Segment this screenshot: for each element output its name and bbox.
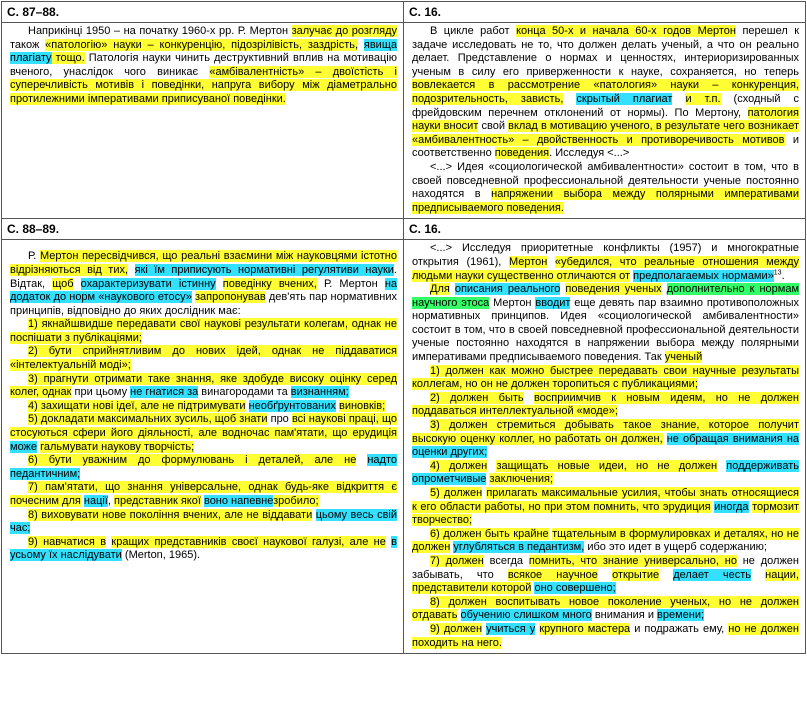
left-cell-1: [2, 23, 404, 219]
highlighted-text: 3) должен стремиться добывать такое знание, которое получит высокую оценку коллег, но работать он должен,: [412, 419, 799, 445]
right-cell-2: [404, 240, 806, 654]
text-run: ибо это идет в ущерб содержанию;: [584, 541, 767, 554]
highlighted-text: запропонував: [195, 291, 266, 304]
left-header-1-text: С. 87–88.: [7, 5, 60, 19]
text-run: [524, 392, 534, 404]
paragraph: [412, 25, 799, 161]
highlighted-text: представник якої: [114, 495, 201, 507]
text-run: Р. Мертон: [316, 277, 385, 290]
highlighted-text: які їм приписують нормативні регулятиви науки: [134, 263, 394, 276]
paragraph: [10, 536, 397, 563]
highlighted-text: не обращая внимания на оценки других;: [412, 432, 800, 459]
highlighted-text: помнить, что знание универсально, но: [528, 554, 737, 567]
paragraph: [10, 509, 397, 536]
paragraph: [412, 283, 799, 365]
highlighted-text: «амбівалентність» – двоїстість і суперечливість мотивів і поведінки, напруга вибору між діаметрально протилежними імперативами приписуваної поведінки.: [10, 65, 397, 105]
highlighted-text: 8) должен воспитывать новое поколение ученых, но не должен отдавать: [412, 595, 799, 622]
highlighted-text: заключения;: [489, 473, 554, 486]
highlighted-text: вклад в мотивацию ученого, в результате чего возникает «амбивалентность» – двойственность и противоречивость мотивов: [412, 120, 799, 146]
highlighted-text: визнанням;: [290, 386, 349, 399]
text-run: [751, 569, 765, 581]
text-run: не должен забывать, что: [412, 554, 799, 581]
right-header-2: [404, 219, 806, 240]
highlighted-text: явища плагіату: [10, 38, 397, 65]
highlighted-text: воно напевне: [203, 495, 274, 507]
highlighted-text: 4) должен: [430, 459, 488, 472]
right-cell-1-text: [404, 23, 805, 218]
text-run: .: [781, 269, 785, 282]
right-header-1-text: С. 16.: [409, 5, 442, 19]
highlighted-text: всі наукові праці, що стосуються сфери його діяльності, але водночас пам'ятати, що ерудиція: [10, 413, 397, 440]
highlighted-text: открытие: [612, 568, 660, 581]
highlighted-text: «патологію» науки – конкуренцію, підозрілівість, заздрість,: [45, 38, 359, 51]
highlighted-text: поддерживать опрометчивые: [412, 459, 800, 486]
text-run: [358, 39, 364, 51]
paragraph: [10, 345, 397, 372]
highlighted-text: дополнительно к нормам научного этоса: [412, 283, 800, 309]
highlighted-text: 1) должен как можно быстрее передавать свои научные результаты коллегам, но он не должен торопиться с публикациями;: [412, 364, 799, 391]
text-run: внимания и: [591, 609, 658, 622]
paragraph: [412, 528, 799, 555]
highlighted-text: щоб: [52, 277, 74, 290]
text-run: [598, 569, 612, 581]
text-run: [672, 93, 685, 105]
text-run: еще девять пар взаимно противоположных нормативных принципов. Идея «социологической амбивалентности» состоит в том, что в своей повседневной профессиональной деятельности ученые постоянно находятся в напряжении выбора между полярными императивами предписываемого поведения. Так: [412, 296, 800, 364]
paragraph: [10, 454, 397, 481]
highlighted-text: патология науки вносит: [412, 106, 799, 133]
text-run: <...> Идея «социологической амбивалентности» состоит в том, что в своей повседневной профессиональной деятельности ученые постоянно находятся в: [412, 160, 799, 201]
paragraph: [412, 460, 799, 487]
text-run: ,: [107, 495, 114, 507]
highlighted-text: не гнатися за: [130, 386, 199, 399]
text-run: [128, 264, 135, 276]
highlighted-text: крупного мастера: [539, 622, 631, 635]
highlighted-text: обучению слишком много: [460, 609, 592, 622]
text-run: [563, 93, 576, 105]
highlighted-text: и т.п.: [685, 92, 721, 105]
highlighted-text: 9) должен: [430, 622, 483, 635]
highlighted-text: 7) должен: [430, 554, 484, 567]
highlighted-text: тормозит творчество;: [412, 500, 800, 527]
highlighted-text: 4) захищати нові ідеї, але не підтримувати: [28, 399, 246, 412]
highlighted-text: цьому весь свій час;: [10, 508, 397, 535]
left-header-1: [2, 2, 404, 23]
left-cell-2-text: [2, 248, 403, 566]
text-run: и соответственно: [412, 133, 800, 160]
text-run: (сходный с фрейдовским перечнем отклонений от нормы). По Мертону,: [412, 92, 800, 119]
left-header-2-text: С. 88–89.: [7, 222, 60, 237]
text-run: (Merton, 1965).: [121, 549, 201, 562]
highlighted-text: защищать новые идеи, но не должен: [496, 459, 718, 472]
text-run: [356, 454, 367, 466]
highlighted-text: углубляться в педантизм,: [453, 541, 585, 554]
highlighted-text: нації: [83, 495, 108, 507]
paragraph: [10, 25, 397, 107]
right-cell-1: [404, 23, 806, 219]
highlighted-text: делает честь: [673, 568, 752, 581]
highlighted-text: в усьому їх наслідувати: [10, 535, 398, 562]
text-run: Наприкінці 1950 – на початку 1960-х рр. Р. Мертон: [28, 25, 292, 37]
highlighted-text: гальмувати наукову творчість;: [40, 440, 195, 453]
paragraph: [412, 242, 799, 283]
highlighted-text: Для: [430, 283, 450, 296]
highlighted-text: «убедился, что реальные отношения между людьми науки существенно отличаются от: [412, 255, 799, 282]
highlighted-text: може: [10, 440, 38, 453]
highlighted-text: Мертон пересвідчився, що реальні взаємини між науковцями істотно відрізняються від тих,: [10, 250, 397, 276]
highlighted-text: ученый: [664, 351, 703, 364]
highlighted-text: времени;: [657, 609, 705, 622]
right-cell-2-text: [404, 240, 805, 653]
highlighted-text: виновків;: [338, 399, 386, 412]
comparison-table: [1, 1, 806, 654]
paragraph: [412, 596, 799, 623]
highlighted-text: нации, представители которой: [412, 568, 799, 595]
highlighted-text: 5) докладати максимальних зусиль, щоб знати: [28, 413, 268, 426]
highlighted-text: скрытый плагиат: [576, 92, 673, 105]
paragraph: [10, 250, 397, 318]
highlighted-text: 8) виховувати нове покоління вчених, але не віддавати: [28, 508, 313, 521]
header-row-1: [2, 2, 806, 23]
right-header-2-text: С. 16.: [409, 222, 442, 237]
highlighted-text: 6) бути уважним до формулювань і деталей, але не: [28, 454, 357, 467]
text-run: винагородами та: [198, 386, 291, 399]
highlighted-text: поведінку вчених,: [222, 277, 317, 290]
text-run: при цьому: [71, 386, 131, 399]
text-run: Патологія науки чинить деструктивний вплив на мотивацію вченого, унаслідок чого виникає: [10, 52, 397, 78]
text-run: В цикле работ: [430, 25, 517, 37]
highlighted-text: охарактеризувати істинну: [80, 277, 216, 290]
highlighted-text: зробило;: [273, 495, 319, 507]
highlighted-text: необґрунтованих: [248, 399, 336, 412]
content-row-1: [2, 23, 806, 219]
highlighted-text: Мертон: [508, 255, 548, 268]
highlighted-text: иногда: [714, 500, 749, 513]
paragraph: [412, 161, 799, 215]
paragraph: [412, 555, 799, 596]
text-run: Мертон: [489, 296, 536, 309]
text-run: про: [267, 413, 292, 426]
highlighted-text: предполагаемых нормами»: [633, 269, 774, 282]
text-run: всегда: [483, 554, 529, 567]
highlighted-text: на додаток до норм «наукового етосу»: [10, 277, 398, 304]
highlighted-text: 2) должен быть: [430, 391, 524, 404]
text-run: [547, 256, 555, 268]
highlighted-text: описания реального: [454, 283, 561, 296]
text-run: [659, 569, 673, 581]
text-run: дев'ять пар нормативних принципів, відповідно до яких дослідник має:: [10, 291, 397, 317]
highlighted-text: 6) должен быть крайне: [430, 527, 549, 540]
highlighted-text: 7) пам'ятати, що знання універсальне, однак будь-яке відкриття є почесним для: [10, 481, 397, 507]
highlighted-text: всякое научное: [507, 568, 598, 581]
header-row-2: [2, 219, 806, 240]
highlighted-text: вовлекается в рассмотрение «патология» науки – конкуренция, подозрительность, зависть,: [412, 79, 799, 105]
text-run: Р.: [28, 250, 40, 263]
paragraph: [412, 623, 799, 650]
right-header-1: [404, 2, 806, 23]
paragraph: [412, 487, 799, 528]
highlighted-text: учиться у: [486, 622, 536, 635]
left-cell-1-text: [2, 23, 403, 110]
left-cell-2: [2, 240, 404, 654]
highlighted-text: 3) прагнути отримати таке знання, яке здобуде високу оцінку серед колег, однак: [10, 372, 397, 399]
highlighted-text: прилагать максимальные усилия, чтобы знать относящиеся к его области работы, но при этом помнить, что эрудиция: [412, 487, 799, 513]
text-run: також: [10, 38, 46, 51]
highlighted-text: залучає до розгляду: [291, 25, 397, 37]
text-run: . Исследуя <...>: [549, 147, 630, 160]
paragraph: [412, 392, 799, 419]
paragraph: [412, 419, 799, 460]
left-header-2: [2, 219, 404, 240]
highlighted-text: 1) якнайшвидше передавати свої наукові результати колегам, однак не поспішати з публікаціями;: [10, 318, 397, 344]
highlighted-text: восприимчив к новым идеям, но не должен: [533, 391, 799, 404]
highlighted-text: поддаваться интеллектуальной «моде»;: [412, 405, 618, 418]
highlighted-text: 2) бути сприйнятливим до нових ідей, однак не піддаватися «інтелектуальній моді»;: [10, 345, 397, 372]
footnote-ref: 13: [773, 268, 782, 276]
highlighted-text: напряжении выбора между полярными императивами предписываемого поведения.: [412, 188, 799, 214]
text-run: [662, 283, 667, 295]
highlighted-text: кращих представників своєї наукової галузі, але не: [111, 535, 386, 548]
highlighted-text: но не должен походить на него.: [412, 622, 799, 649]
text-run: перешел к задаче исследовать не то, что должен делать ученый, а что он реально делает. Представление о нормах и ценностях, интериоризированных ученым в силу его приверженности к науке, сохраняется, но теперь: [412, 25, 800, 78]
text-run: и подражать ему,: [630, 622, 729, 635]
highlighted-text: надто педантичним;: [10, 454, 397, 480]
highlighted-text: вводит: [535, 296, 571, 309]
text-run: . Відтак,: [10, 263, 397, 290]
paragraph: [10, 400, 397, 414]
highlighted-text: 5) должен: [430, 487, 483, 499]
paragraph: [412, 365, 799, 392]
paragraph: [10, 373, 397, 400]
highlighted-text: оно совершено;: [534, 582, 616, 595]
highlighted-text: тощо.: [51, 52, 85, 65]
text-run: [74, 278, 81, 290]
highlighted-text: тщательным в формулировках и деталях, но не должен: [412, 527, 799, 554]
highlighted-text: 9) навчатися в: [28, 535, 107, 548]
paragraph: [10, 413, 397, 454]
paragraph: [10, 481, 397, 508]
highlighted-text: поведения ученых: [565, 283, 662, 296]
text-run: свой: [478, 120, 509, 133]
text-run: [216, 278, 223, 290]
text-run: <...> Исследуя приоритетные конфликты (1957) и многократные открытия (1961),: [412, 242, 799, 268]
paragraph: [10, 318, 397, 345]
highlighted-text: конца 50-х и начала 60-х годов Мертон: [516, 25, 736, 37]
highlighted-text: поведения: [494, 147, 550, 160]
text-run: [717, 460, 726, 472]
content-row-2: [2, 240, 806, 654]
